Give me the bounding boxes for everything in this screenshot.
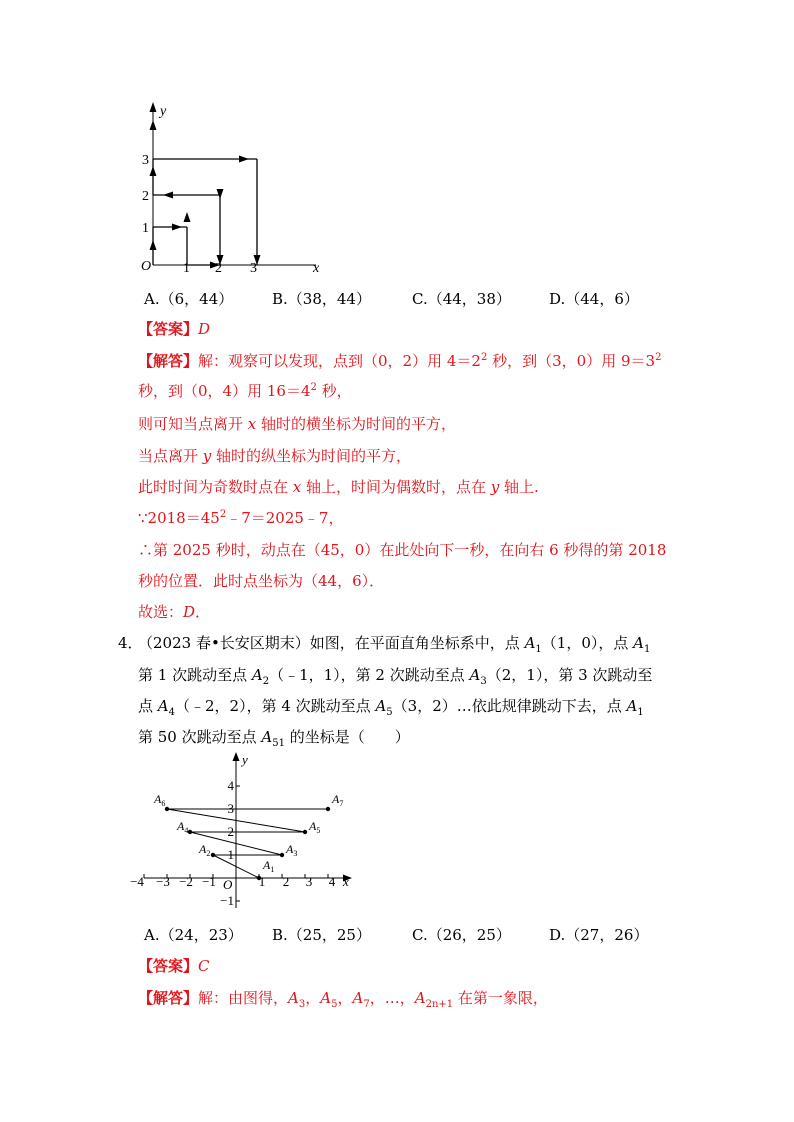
fig2-x-tick: 4 [328, 874, 336, 889]
fig2-y-tick: 4 [227, 778, 234, 793]
fig2-y-tick: 2 [227, 824, 234, 839]
answer-value: D [198, 320, 211, 338]
option-letter: A. [144, 926, 160, 944]
q4-number: 4． [118, 634, 143, 652]
q3-solution-line-4: 当点离开 y 轴时的纵坐标为时间的平方， [138, 447, 412, 465]
option-letter: B. [272, 290, 288, 308]
fig2-x-tick: −2 [179, 874, 193, 889]
option-letter: D. [549, 926, 566, 944]
point-a5 [303, 830, 307, 834]
fig2-x-tick: 3 [305, 874, 313, 889]
q4-stem-line-1: （2023 春•长安区期末）如图，在平面直角坐标系中，点 $A_1(1$，0），点 $A_1$ [138, 634, 651, 655]
option-letter: C. [412, 926, 428, 944]
option-value: （24，23） [159, 926, 243, 944]
point-a3 [280, 853, 284, 857]
fig1-y-axis-label: y [160, 104, 167, 119]
q3-solution-line-6: $\because 2018=45^2﹣7=2025﹣7$， [138, 509, 344, 527]
figure-2-jumping-points [130, 752, 366, 917]
q3-solution-line-2: 秒，到（0，4）用 $16=4^2$ 秒， [138, 382, 352, 400]
option-value: （44，38） [427, 290, 511, 308]
solution-label: 【解答】 [138, 352, 199, 370]
label-a1: $A_1$ [263, 858, 275, 874]
figure-1-spiral-path [136, 100, 336, 280]
q3-option-a [144, 289, 233, 309]
q4-solution-line-1: 【解答】解：由图得，$A_3$，$A_5$，$A_7$，…，$A_{2n+1}$ 在第一象限， [138, 989, 548, 1010]
fig2-x-tick: 2 [282, 874, 290, 889]
option-value: （26，25） [427, 926, 511, 944]
q3-solution-line-1: 【解答】解：观察可以发现，点到（0，2）用 $4=2^2$ 秒，到（3，0）用 $9=3^2$ [138, 352, 662, 370]
fig2-y-tick: −1 [220, 893, 234, 908]
q3-answer [138, 319, 210, 339]
fig1-y-tick: 3 [142, 153, 149, 168]
q3-solution-line-3: 则可知当点离开 x 轴时的横坐标为时间的平方， [138, 415, 457, 433]
q3-solution-line-5: 此时时间为奇数时点在 x 轴上，时间为偶数时，点在 y 轴上. [138, 478, 539, 496]
q3-solution-line-7: ∴第 2025 秒时，动点在（45，0）在此处向下一秒，在向右 6 秒得的第 2018 [138, 541, 667, 559]
q4-option-c [412, 925, 511, 945]
fig2-x-tick: −3 [156, 874, 170, 889]
fig1-y-tick: 1 [142, 221, 149, 236]
option-letter: D. [549, 290, 566, 308]
fig2-y-axis-label: y [242, 752, 248, 767]
q3-solution-line-8: 秒的位置．此时点坐标为（44，6）． [138, 572, 385, 590]
fig2-x-axis-label: x [343, 874, 349, 889]
fig2-x-tick: −1 [202, 874, 216, 889]
q4-option-a [144, 925, 243, 945]
fig1-x-tick: 1 [183, 261, 190, 276]
answer-label: 【答案】 [138, 957, 199, 975]
fig1-x-axis-label: x [313, 261, 320, 276]
q4-answer [138, 956, 210, 976]
q4-option-b [272, 925, 371, 945]
fig2-x-tick: −4 [130, 874, 144, 889]
option-value: （38，44） [287, 290, 371, 308]
option-letter: C. [412, 290, 428, 308]
option-letter: A. [144, 290, 160, 308]
fig1-y-tick: 2 [142, 189, 149, 204]
label-a4: $A_4$ [177, 819, 189, 835]
label-a2: $A_2$ [199, 842, 211, 858]
fig1-origin-label: O [141, 259, 152, 274]
answer-value: C [198, 957, 210, 975]
q3-option-d [549, 289, 639, 309]
point-a4 [188, 830, 192, 834]
fig2-y-tick: 1 [227, 847, 234, 862]
fig2-origin-label: O [223, 877, 233, 892]
q3-solution-line-9: 故选：D． [138, 603, 211, 621]
option-value: （6，44） [159, 290, 234, 308]
point-a7 [326, 807, 330, 811]
q4-option-d [549, 925, 648, 945]
solution-label: 【解答】 [138, 989, 199, 1007]
fig1-x-tick: 2 [215, 261, 222, 276]
option-value: （27，26） [565, 926, 649, 944]
answer-label: 【答案】 [138, 320, 199, 338]
fig2-y-tick: 3 [227, 801, 234, 816]
q4-stem-line-3: 点 $A_4(﹣2$，2），第 4 次跳动至点 $A_5(3$，2）…依此规律跳动下去，点 $A_1$ [138, 697, 644, 718]
label-a6: $A_6$ [154, 792, 166, 808]
fig1-x-tick: 3 [250, 261, 257, 276]
option-value: （44，6） [565, 290, 639, 308]
point-a2 [211, 853, 215, 857]
label-a7: $A_7$ [332, 792, 344, 808]
label-a5: $A_5$ [309, 819, 321, 835]
label-a3: $A_3$ [286, 842, 298, 858]
q3-option-c [412, 289, 511, 309]
q3-option-b [272, 289, 371, 309]
option-letter: B. [272, 926, 288, 944]
fig2-x-tick: 1 [258, 874, 266, 889]
q4-stem-line-4: 第 50 次跳动至点 $A_{51}$ 的坐标是（ ） [138, 728, 410, 749]
q4-stem-line-2: 第 1 次跳动至点 $A_2(﹣1$，1），第 2 次跳动至点 $A_3(2$，1），第 3 次跳动至 [138, 666, 653, 687]
option-value: （25，25） [287, 926, 371, 944]
point-a6 [165, 807, 169, 811]
